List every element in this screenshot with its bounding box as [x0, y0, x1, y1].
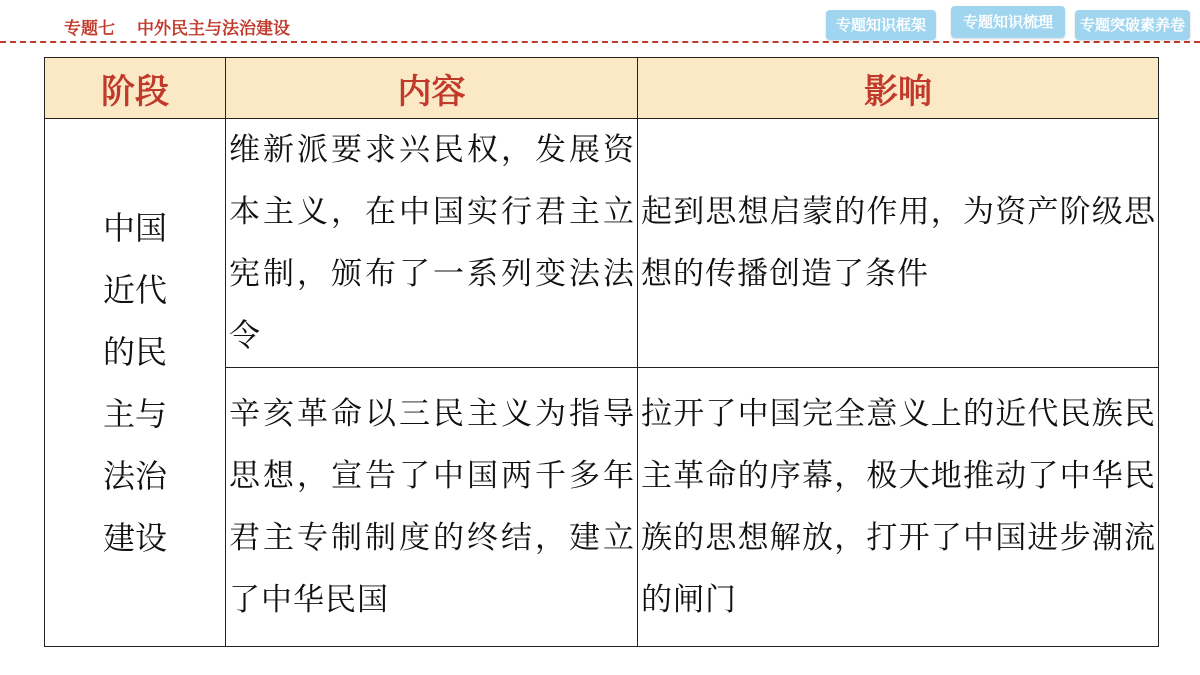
content-cell: 维新派要求兴民权，发展资本主义，在中国实行君主立宪制，颁布了一系列变法法令	[226, 119, 638, 368]
impact-cell: 拉开了中国完全意义上的近代民族民主革命的序幕，极大地推动了中华民族的思想解放，打开了中国进步潮流的闸门	[638, 368, 1159, 647]
content-table	[44, 57, 1159, 647]
chapter-title: 中外民主与法治建设	[137, 19, 290, 39]
content-cell: 辛亥革命以三民主义为指导思想，宣告了中国两千多年君主专制制度的终结，建立了中华民国	[226, 368, 638, 647]
header-stage: 阶段	[45, 58, 226, 119]
stage-line: 中国	[102, 208, 167, 247]
top-bar	[0, 0, 1200, 44]
header-content: 内容	[226, 58, 638, 119]
stage-line: 的民	[102, 332, 167, 371]
impact-cell: 起到思想启蒙的作用，为资产阶级思想的传播创造了条件	[638, 119, 1159, 368]
stage-cell	[45, 119, 226, 647]
header-divider	[0, 41, 1200, 43]
table-row	[45, 119, 1159, 368]
header-impact: 影响	[638, 58, 1159, 119]
breadcrumb	[64, 14, 290, 39]
stage-line: 近代	[102, 270, 167, 309]
nav-button-exam[interactable]: 专题突破素养卷	[1075, 10, 1190, 40]
nav-button-framework[interactable]: 专题知识框架	[826, 10, 936, 40]
stage-line: 法治	[102, 456, 167, 495]
stage-line: 主与	[102, 394, 167, 433]
chapter-label: 专题七	[64, 19, 115, 39]
table-header-row	[45, 58, 1159, 119]
nav-button-review[interactable]: 专题知识梳理	[951, 6, 1065, 38]
stage-line: 建设	[102, 518, 167, 557]
